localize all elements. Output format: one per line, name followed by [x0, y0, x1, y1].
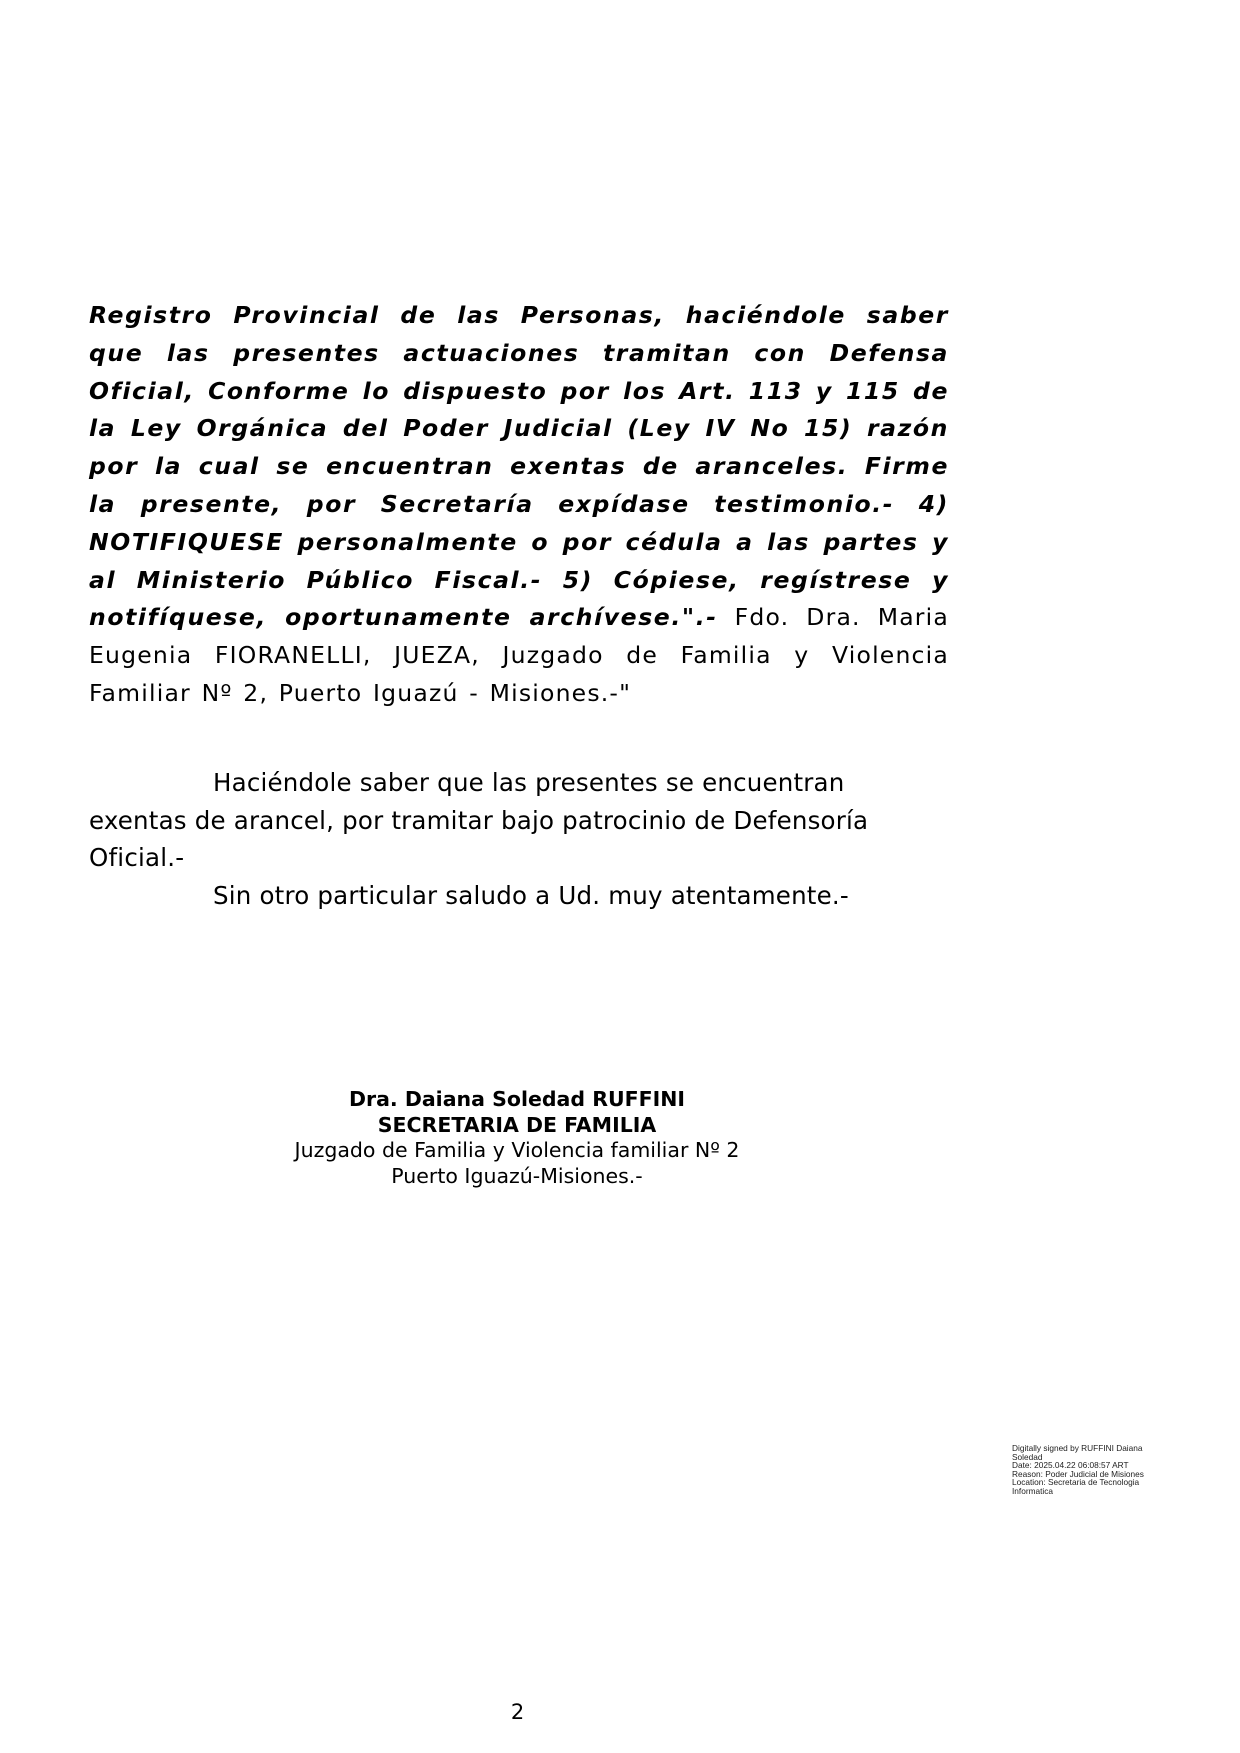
quoted-resolution-signature-ref: Fdo. Dra. Maria Eugenia FIORANELLI, JUEZA, Juzgado de Familia y Violencia Familiar Nº 2, Puerto Iguazú - Misiones.-" [89, 603, 949, 707]
digital-signature-reason: Reason: Poder Judicial de Misiones [1012, 1468, 1144, 1479]
signer-name: Dra. Daiana Soledad RUFFINI [348, 1087, 686, 1111]
digital-signature-date: Date: 2025.04.22 06:08:57 ART [1012, 1460, 1129, 1471]
closing-greeting-paragraph: Sin otro particular saludo a Ud. muy atentamente.- [213, 881, 849, 910]
page-number: 2 [510, 1700, 525, 1724]
digital-signature-location-cont: Informatica [1012, 1485, 1054, 1496]
arancel-exemption-paragraph: Haciéndole saber que las presentes se encuentran exentas de arancel, por tramitar bajo patrocinio de Defensoría Oficial.- [89, 768, 869, 872]
signer-title: SECRETARIA DE FAMILIA [377, 1112, 657, 1137]
digital-signature-line: Digitally signed by RUFFINI Daiana [1012, 1443, 1143, 1453]
signer-location: Puerto Iguazú-Misiones.- [391, 1163, 643, 1188]
signature-block [247, 1087, 787, 1189]
quoted-resolution-text [89, 297, 949, 713]
digital-signature-stamp [1012, 1444, 1162, 1496]
digital-signature-location: Location: Secretaria de Tecnologia [1012, 1477, 1140, 1488]
quoted-resolution-bold-italic: Registro Provincial de las Personas, haciéndole saber que las presentes actuaciones tramitan con Defensa Oficial, Conforme lo dispuesto por los Art. 113 y 115 de la Ley Orgánica del Poder Judicial (Ley IV No 15) razón por la cual se encuentran exentas de aranceles. Firme la presente, por Secretaría expídase testimonio.- 4) NOTIFIQUESE personalmente o por cédula a las partes y al Ministerio Público Fiscal.- 5) Cópiese, regístrese y notifíquese, oportunamente archívese.".- [89, 301, 949, 632]
digital-signature-line: Soledad [1012, 1451, 1043, 1462]
signer-court: Juzgado de Familia y Violencia familiar Nº 2 [294, 1138, 740, 1162]
